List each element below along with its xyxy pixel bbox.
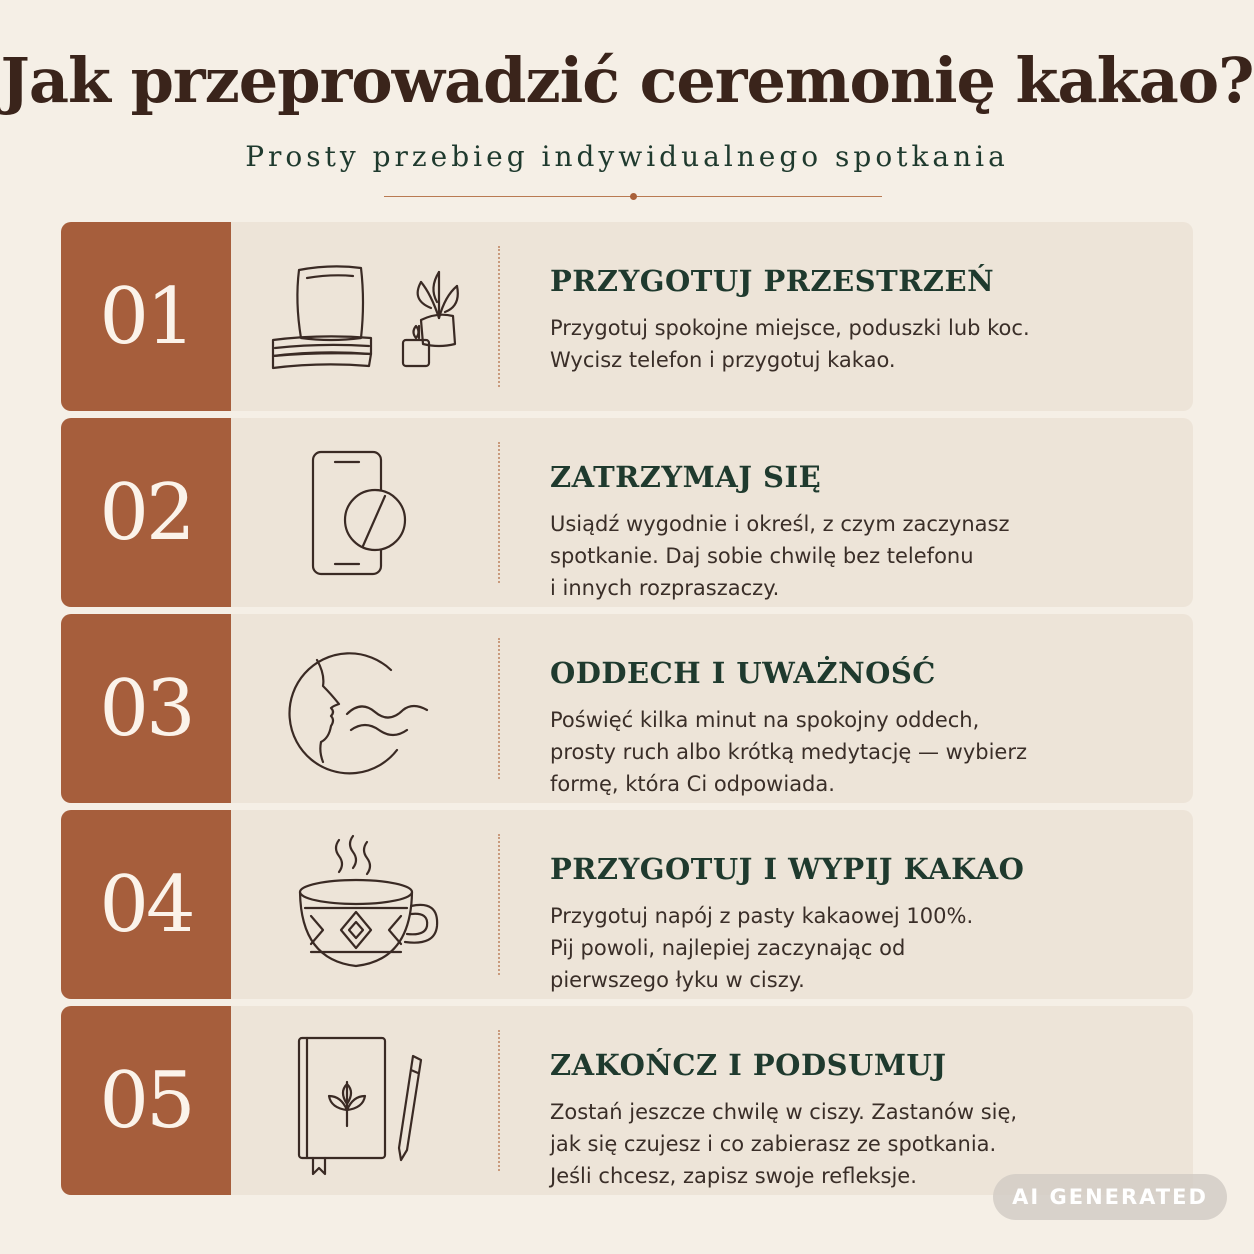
dotted-separator	[498, 442, 500, 583]
step-card-1	[61, 222, 1193, 411]
step-number: 05	[99, 1055, 193, 1146]
phone-off-icon	[261, 438, 461, 588]
step-title: ZATRZYMAJ SIĘ	[550, 460, 822, 494]
step-number-box	[61, 1006, 231, 1195]
step-description: Przygotuj napój z pasty kakaowej 100%. Pij powoli, najlepiej zaczynając od pierwszego łyku w ciszy.	[550, 904, 974, 992]
step-number: 01	[99, 271, 193, 362]
step-number: 02	[99, 467, 193, 558]
step-description: Przygotuj spokojne miejsce, poduszki lub koc. Wycisz telefon i przygotuj kakao.	[550, 316, 1030, 372]
pillow-blanket-candle-plant-icon	[261, 242, 461, 392]
step-card-4	[61, 810, 1193, 999]
step-description: Poświęć kilka minut na spokojny oddech, prosty ruch albo krótką medytację — wybierz formę, która Ci odpowiada.	[550, 708, 1028, 796]
cacao-cup-icon	[261, 830, 461, 980]
step-title: PRZYGOTUJ I WYPIJ KAKAO	[550, 852, 1025, 886]
dotted-separator	[498, 834, 500, 975]
step-number: 04	[99, 859, 193, 950]
page-title: Jak przeprowadzić ceremonię kakao?	[0, 44, 1254, 117]
ai-generated-badge: AI GENERATED	[993, 1174, 1227, 1220]
step-title: ODDECH I UWAŻNOŚĆ	[550, 656, 936, 690]
step-number-box	[61, 810, 231, 999]
dotted-separator	[498, 1030, 500, 1171]
step-title: ZAKOŃCZ I PODSUMUJ	[550, 1048, 947, 1082]
step-number-box	[61, 222, 231, 411]
dotted-separator	[498, 638, 500, 779]
steps-list	[61, 222, 1193, 1202]
step-title: PRZYGOTUJ PRZESTRZEŃ	[550, 264, 995, 298]
step-number: 03	[99, 663, 193, 754]
step-card-2	[61, 418, 1193, 607]
step-card-5	[61, 1006, 1193, 1195]
divider-dot	[630, 193, 637, 200]
step-description: Usiądź wygodnie i określ, z czym zaczynasz spotkanie. Daj sobie chwilę bez telefonu i innych rozpraszaczy.	[550, 512, 1010, 600]
step-description: Zostań jeszcze chwilę w ciszy. Zastanów się, jak się czujesz i co zabierasz ze spotkania. Jeśli chcesz, zapisz swoje refleksje.	[550, 1100, 1018, 1188]
step-card-3	[61, 614, 1193, 803]
page-subtitle: Prosty przebieg indywidualnego spotkania	[245, 140, 1009, 173]
breathing-face-icon	[261, 634, 461, 784]
dotted-separator	[498, 246, 500, 387]
step-number-box	[61, 418, 231, 607]
step-number-box	[61, 614, 231, 803]
journal-pen-icon	[261, 1026, 461, 1176]
